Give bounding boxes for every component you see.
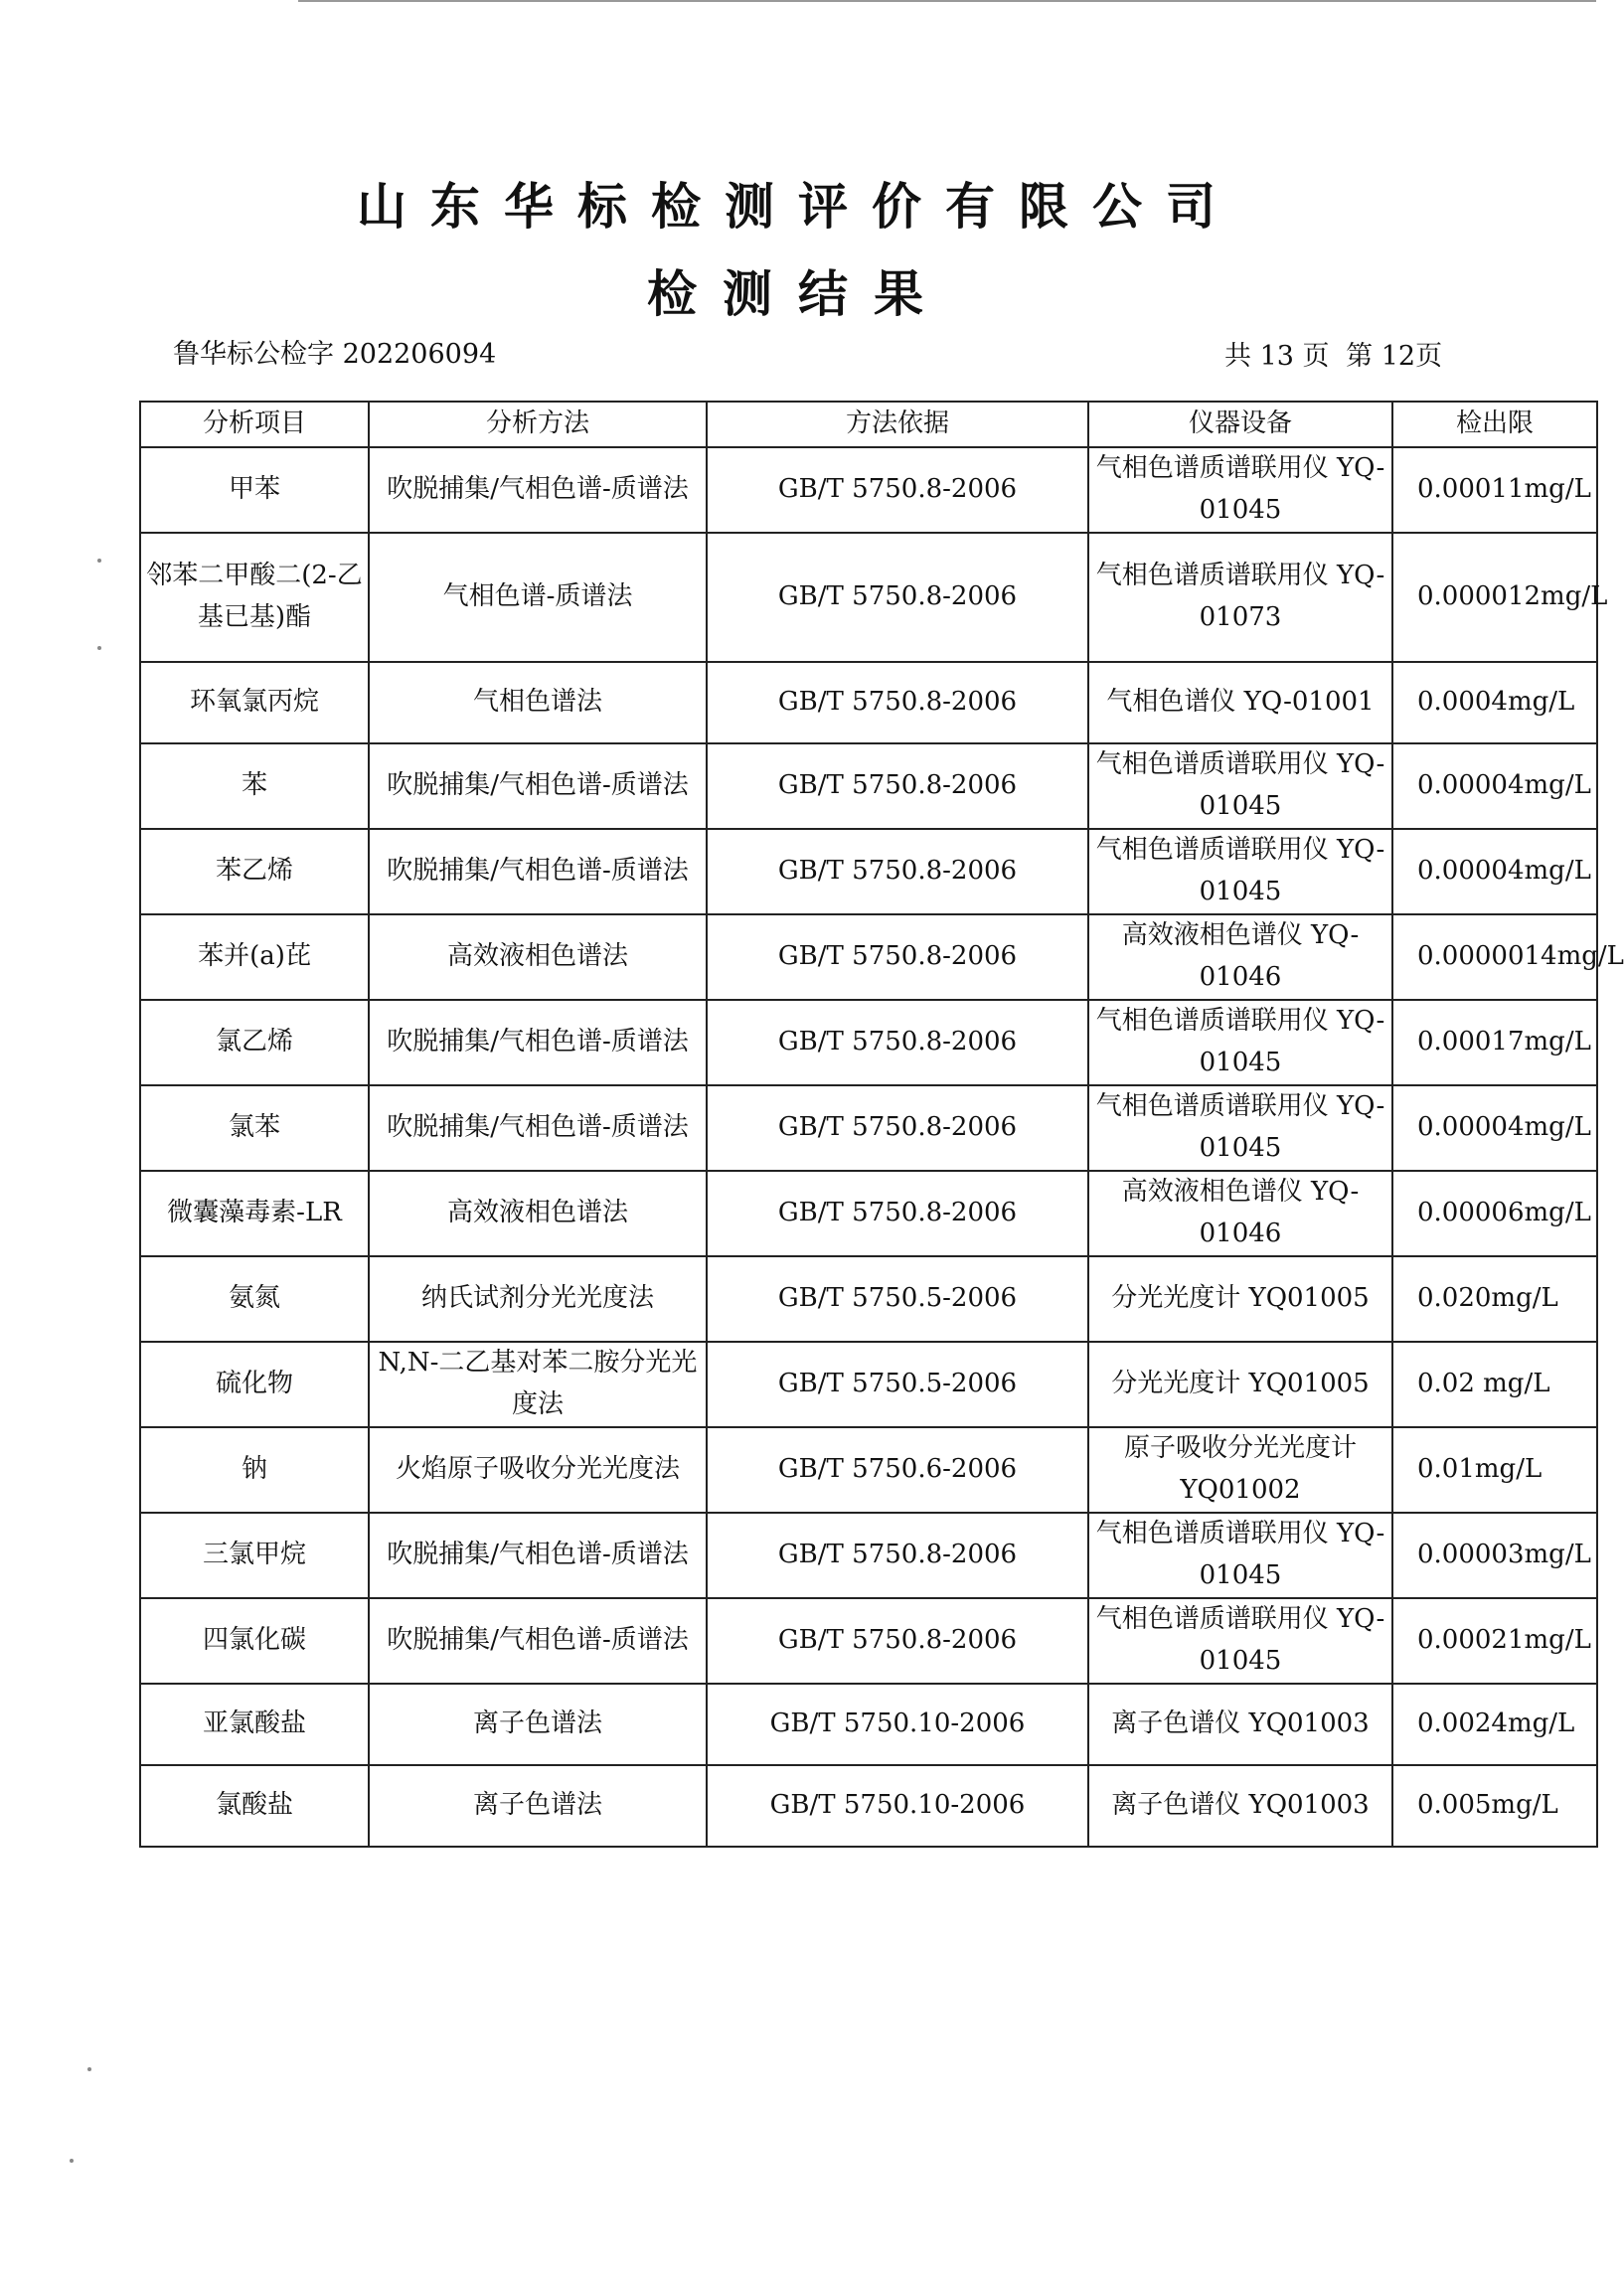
cell-method: 气相色谱-质谱法 [369, 533, 707, 662]
cell-limit: 0.020mg/L [1392, 1256, 1597, 1342]
cell-instrument: 分光光度计 YQ01005 [1088, 1256, 1392, 1342]
cell-item: 四氯化碳 [140, 1598, 369, 1684]
cell-instrument: 气相色谱质谱联用仪 YQ-01045 [1088, 743, 1392, 829]
cell-instrument: 气相色谱质谱联用仪 YQ-01045 [1088, 829, 1392, 914]
cell-basis: GB/T 5750.8-2006 [707, 1085, 1088, 1171]
page-top-rule [298, 0, 1596, 2]
table-row [140, 1513, 1597, 1598]
total-pages: 共 13 页 [1224, 341, 1330, 372]
cell-basis: GB/T 5750.8-2006 [707, 914, 1088, 1000]
cell-basis: GB/T 5750.10-2006 [707, 1765, 1088, 1847]
cell-basis: GB/T 5750.10-2006 [707, 1684, 1088, 1765]
cell-limit: 0.00017mg/L [1392, 1000, 1597, 1085]
cell-method: 吹脱捕集/气相色谱-质谱法 [369, 1513, 707, 1598]
cell-method: 吹脱捕集/气相色谱-质谱法 [369, 743, 707, 829]
cell-item: 亚氯酸盐 [140, 1684, 369, 1765]
cell-method: 离子色谱法 [369, 1684, 707, 1765]
cell-basis: GB/T 5750.5-2006 [707, 1256, 1088, 1342]
cell-limit: 0.00004mg/L [1392, 743, 1597, 829]
cell-instrument: 原子吸收分光光度计 YQ01002 [1088, 1427, 1392, 1513]
table-row [140, 1427, 1597, 1513]
table-row [140, 662, 1597, 743]
page-info [1224, 334, 1450, 373]
cell-basis: GB/T 5750.8-2006 [707, 1513, 1088, 1598]
table-row [140, 829, 1597, 914]
cell-item: 三氯甲烷 [140, 1513, 369, 1598]
cell-instrument: 离子色谱仪 YQ01003 [1088, 1684, 1392, 1765]
cell-limit: 0.0004mg/L [1392, 662, 1597, 743]
cell-basis: GB/T 5750.5-2006 [707, 1342, 1088, 1427]
cell-limit: 0.02 mg/L [1392, 1342, 1597, 1427]
cell-limit: 0.00006mg/L [1392, 1171, 1597, 1256]
cell-limit: 0.01mg/L [1392, 1427, 1597, 1513]
cell-method: 吹脱捕集/气相色谱-质谱法 [369, 829, 707, 914]
cell-instrument: 离子色谱仪 YQ01003 [1088, 1765, 1392, 1847]
table-row [140, 1765, 1597, 1847]
cell-item: 苯 [140, 743, 369, 829]
cell-item: 邻苯二甲酸二(2-乙基已基)酯 [140, 533, 369, 662]
cell-basis: GB/T 5750.6-2006 [707, 1427, 1088, 1513]
cell-instrument: 气相色谱质谱联用仪 YQ-01045 [1088, 447, 1392, 533]
cell-limit: 0.00003mg/L [1392, 1513, 1597, 1598]
column-header-item: 分析项目 [140, 402, 369, 447]
table-row [140, 533, 1597, 662]
cell-method: 纳氏试剂分光光度法 [369, 1256, 707, 1342]
cell-basis: GB/T 5750.8-2006 [707, 1171, 1088, 1256]
cell-basis: GB/T 5750.8-2006 [707, 829, 1088, 914]
scan-speck [97, 646, 101, 650]
cell-basis: GB/T 5750.8-2006 [707, 1000, 1088, 1085]
cell-item: 硫化物 [140, 1342, 369, 1427]
cell-limit: 0.0024mg/L [1392, 1684, 1597, 1765]
cell-limit: 0.000012mg/L [1392, 533, 1597, 662]
table-header-row [140, 402, 1597, 447]
document-number: 鲁华标公检字 202206094 [173, 339, 497, 370]
cell-basis: GB/T 5750.8-2006 [707, 662, 1088, 743]
cell-method: 高效液相色谱法 [369, 1171, 707, 1256]
table-row [140, 1684, 1597, 1765]
cell-method: 吹脱捕集/气相色谱-质谱法 [369, 1085, 707, 1171]
table-row [140, 1598, 1597, 1684]
cell-item: 氨氮 [140, 1256, 369, 1342]
cell-method: 吹脱捕集/气相色谱-质谱法 [369, 1000, 707, 1085]
report-title: 检测结果 [647, 264, 949, 323]
table-body [140, 447, 1624, 1847]
column-header-instrument: 仪器设备 [1088, 402, 1392, 447]
column-header-method: 分析方法 [369, 402, 707, 447]
cell-limit: 0.005mg/L [1392, 1765, 1597, 1847]
table-row [140, 447, 1597, 533]
cell-basis: GB/T 5750.8-2006 [707, 743, 1088, 829]
cell-instrument: 高效液相色谱仪 YQ-01046 [1088, 1171, 1392, 1256]
table-row [140, 1085, 1597, 1171]
column-header-limit: 检出限 [1392, 402, 1597, 447]
cell-method: 火焰原子吸收分光光度法 [369, 1427, 707, 1513]
cell-item: 微囊藻毒素-LR [140, 1171, 369, 1256]
scan-speck [87, 2067, 91, 2071]
cell-method: 离子色谱法 [369, 1765, 707, 1847]
results-table [139, 401, 1624, 1848]
cell-basis: GB/T 5750.8-2006 [707, 447, 1088, 533]
cell-instrument: 高效液相色谱仪 YQ-01046 [1088, 914, 1392, 1000]
cell-item: 氯苯 [140, 1085, 369, 1171]
cell-item: 环氧氯丙烷 [140, 662, 369, 743]
cell-method: 气相色谱法 [369, 662, 707, 743]
current-page: 第 12页 [1346, 341, 1443, 372]
cell-instrument: 气相色谱质谱联用仪 YQ-01045 [1088, 1085, 1392, 1171]
scan-speck [70, 2159, 74, 2163]
scan-speck [97, 559, 101, 563]
cell-instrument: 分光光度计 YQ01005 [1088, 1342, 1392, 1427]
column-header-basis: 方法依据 [707, 402, 1088, 447]
cell-basis: GB/T 5750.8-2006 [707, 533, 1088, 662]
cell-item: 钠 [140, 1427, 369, 1513]
table-row [140, 1256, 1597, 1342]
cell-limit: 0.00004mg/L [1392, 1085, 1597, 1171]
cell-item: 苯乙烯 [140, 829, 369, 914]
table-row [140, 1000, 1597, 1085]
cell-method: 吹脱捕集/气相色谱-质谱法 [369, 1598, 707, 1684]
cell-item: 苯并(a)芘 [140, 914, 369, 1000]
cell-basis: GB/T 5750.8-2006 [707, 1598, 1088, 1684]
cell-method: 高效液相色谱法 [369, 914, 707, 1000]
cell-limit: 0.00021mg/L [1392, 1598, 1597, 1684]
cell-instrument: 气相色谱仪 YQ-01001 [1088, 662, 1392, 743]
cell-item: 氯乙烯 [140, 1000, 369, 1085]
cell-item: 氯酸盐 [140, 1765, 369, 1847]
company-title: 山东华标检测评价有限公司 [357, 177, 1239, 236]
cell-instrument: 气相色谱质谱联用仪 YQ-01045 [1088, 1000, 1392, 1085]
table-row [140, 1171, 1597, 1256]
cell-limit: 0.00011mg/L [1392, 447, 1597, 533]
cell-instrument: 气相色谱质谱联用仪 YQ-01045 [1088, 1513, 1392, 1598]
cell-limit: 0.00004mg/L [1392, 829, 1597, 914]
table-row [140, 1342, 1597, 1427]
cell-limit: 0.0000014mg/L [1392, 914, 1597, 1000]
cell-instrument: 气相色谱质谱联用仪 YQ-01045 [1088, 1598, 1392, 1684]
cell-instrument: 气相色谱质谱联用仪 YQ-01073 [1088, 533, 1392, 662]
cell-method: N,N-二乙基对苯二胺分光光度法 [369, 1342, 707, 1427]
table-row [140, 743, 1597, 829]
cell-method: 吹脱捕集/气相色谱-质谱法 [369, 447, 707, 533]
cell-item: 甲苯 [140, 447, 369, 533]
table-row [140, 914, 1597, 1000]
